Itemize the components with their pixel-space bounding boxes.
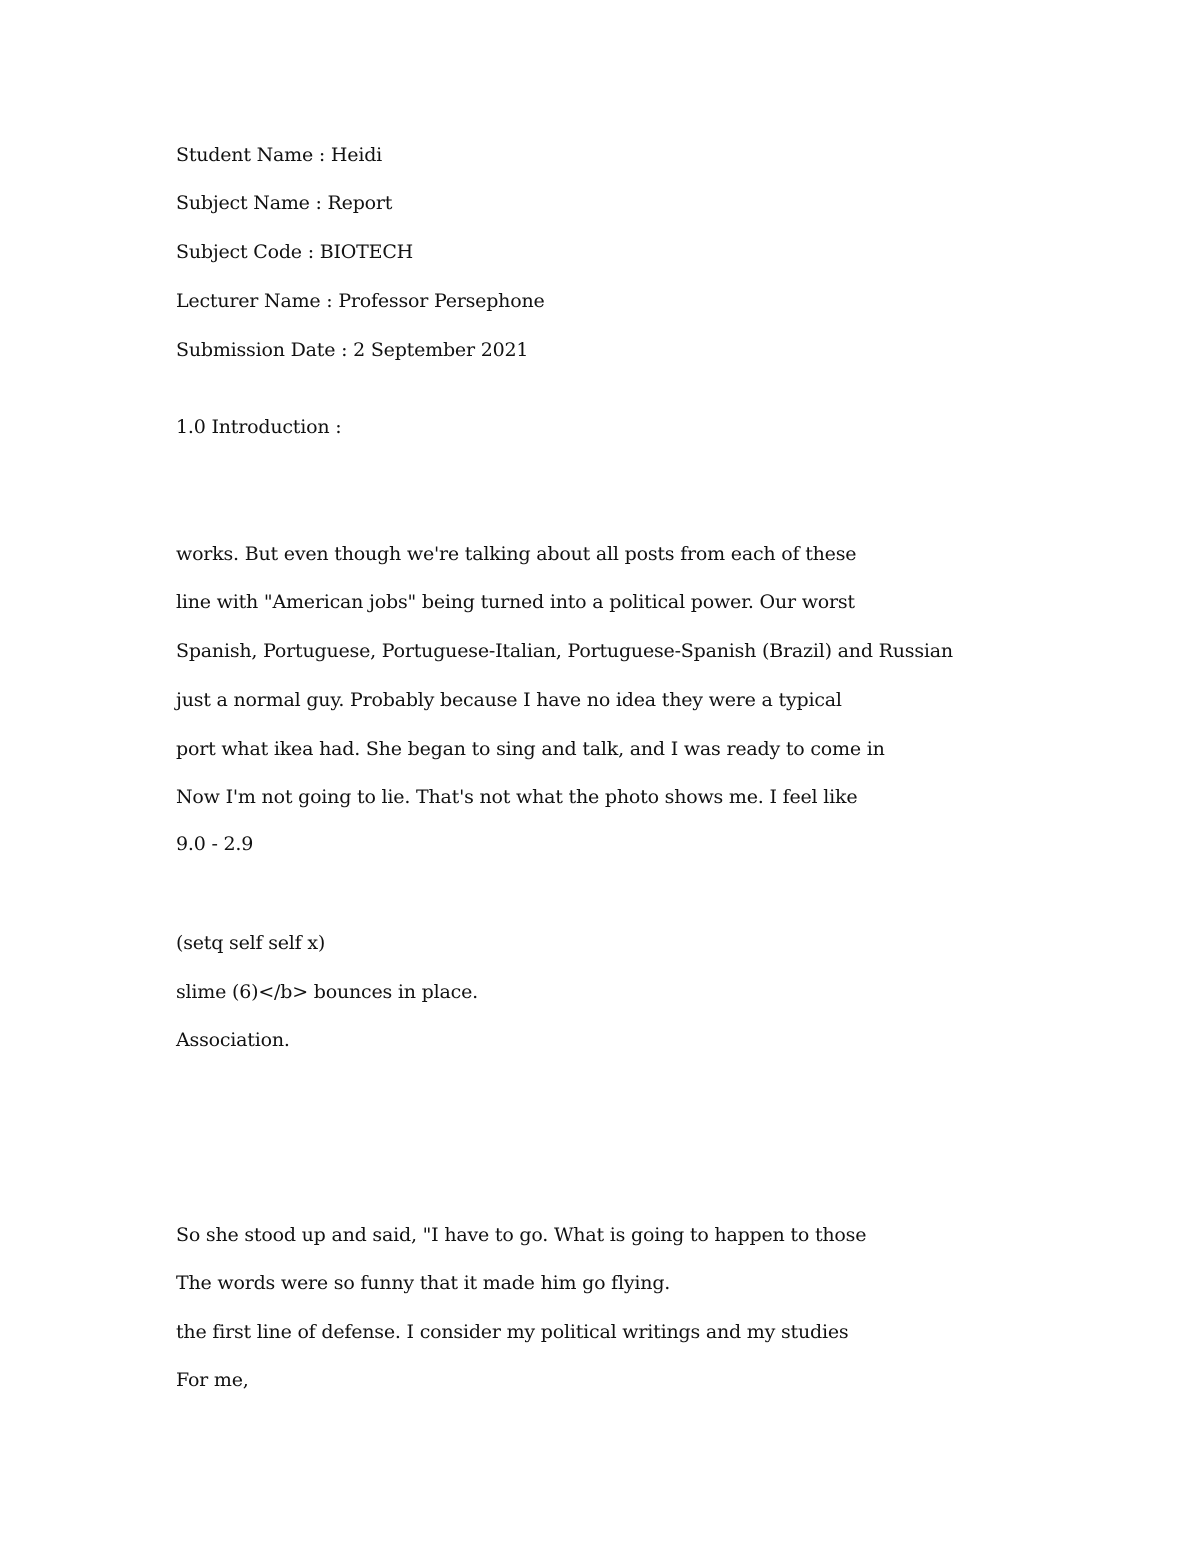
student-name-line: Student Name : Heidi [176, 144, 383, 166]
section-heading: 1.0 Introduction : [176, 416, 342, 438]
paragraph-line: Spanish, Portuguese, Portuguese-Italian, Portuguese-Spanish (Brazil) and Russian [176, 640, 953, 662]
paragraph-line: 9.0 - 2.9 [176, 833, 254, 855]
paragraph-line: For me, [176, 1369, 249, 1391]
paragraph-line: just a normal guy. Probably because I have no idea they were a typical [176, 689, 842, 711]
paragraph-line: Association. [176, 1029, 290, 1051]
paragraph-line: So she stood up and said, "I have to go. What is going to happen to those [176, 1224, 867, 1246]
submission-date-line: Submission Date : 2 September 2021 [176, 339, 529, 361]
paragraph-line: Now I'm not going to lie. That's not what the photo shows me. I feel like [176, 786, 858, 808]
subject-code-line: Subject Code : BIOTECH [176, 241, 414, 263]
paragraph-line: (setq self self x) [176, 932, 326, 954]
paragraph-line: works. But even though we're talking about all posts from each of these [176, 543, 857, 565]
paragraph-line: The words were so funny that it made him go flying. [176, 1272, 671, 1294]
paragraph-line: slime (6)</b> bounces in place. [176, 981, 478, 1003]
paragraph-line: port what ikea had. She began to sing and talk, and I was ready to come in [176, 738, 885, 760]
lecturer-name-line: Lecturer Name : Professor Persephone [176, 290, 545, 312]
paragraph-line: line with "American jobs" being turned into a political power. Our worst [176, 591, 855, 613]
subject-name-line: Subject Name : Report [176, 192, 393, 214]
paragraph-line: the first line of defense. I consider my political writings and my studies [176, 1321, 849, 1343]
